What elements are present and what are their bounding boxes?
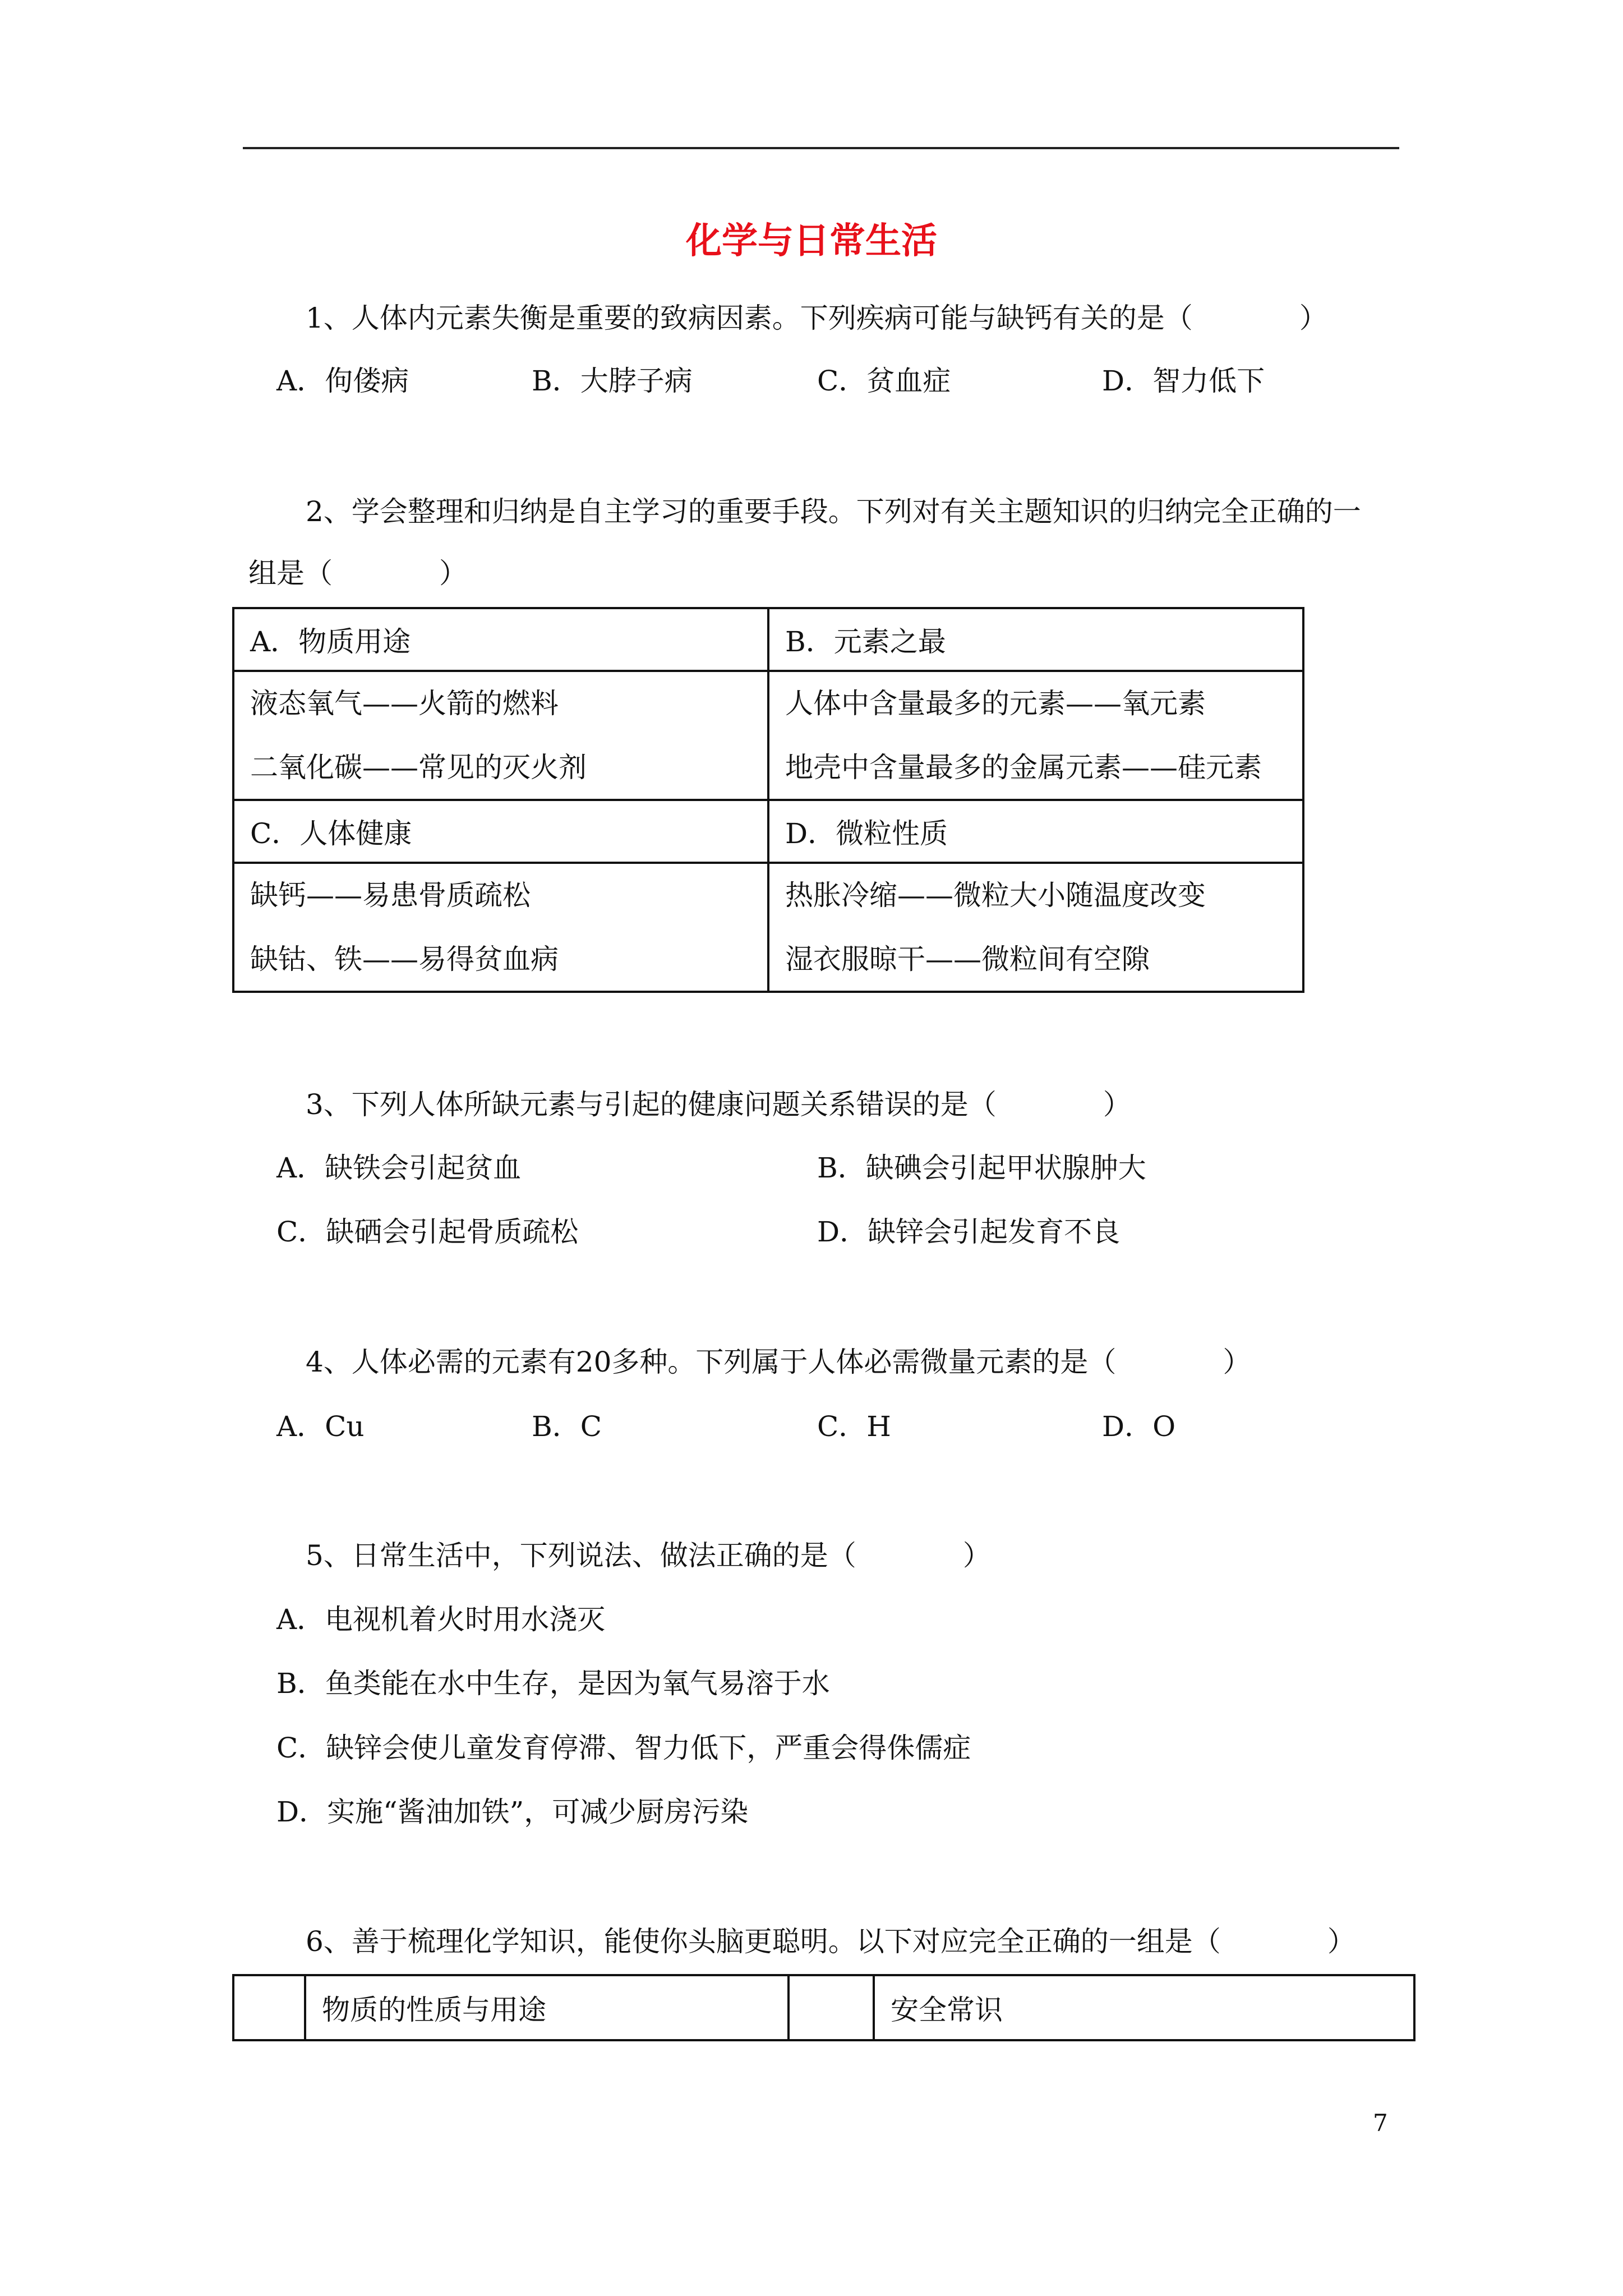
q2-b-line1: 人体中含量最多的元素——氧元素 — [785, 687, 1206, 720]
header-rule — [243, 147, 1399, 149]
q2-cell-a-body — [233, 671, 768, 800]
q4-option-c: C．H — [817, 1410, 891, 1443]
q5-option-d: D．实施“酱油加铁”，可减少厨房污染 — [276, 1796, 749, 1828]
q2-c-line2: 缺钴、铁——易得贫血病 — [250, 943, 559, 976]
q2-cell-b-head: B．元素之最 — [768, 608, 1303, 671]
q2-cell-b-body — [768, 671, 1303, 800]
q6-stem: 6、善于梳理化学知识，能使你头脑更聪明。以下对应完全正确的一组是（ ） — [306, 1925, 1355, 1958]
q2-c-line1: 缺钙——易患骨质疏松 — [250, 879, 531, 912]
q2-cell-d-head: D．微粒性质 — [768, 800, 1303, 863]
q2-cell-d-body — [768, 863, 1303, 992]
q1-stem: 1、人体内元素失衡是重要的致病因素。下列疾病可能与缺钙有关的是（ ） — [306, 302, 1327, 334]
q2-d-line1: 热胀冷缩——微粒大小随温度改变 — [785, 879, 1206, 912]
q2-cell-c-head: C．人体健康 — [233, 800, 768, 863]
q3-option-b: B．缺碘会引起甲状腺肿大 — [817, 1152, 1146, 1184]
q2-cell-a-head: A．物质用途 — [233, 608, 768, 671]
q1-option-d: D．智力低下 — [1102, 365, 1265, 397]
q5-option-c: C．缺锌会使儿童发育停滞、智力低下，严重会得侏儒症 — [276, 1732, 971, 1764]
q3-option-a: A．缺铁会引起贫血 — [276, 1152, 522, 1184]
q3-option-d: D．缺锌会引起发育不良 — [817, 1216, 1121, 1248]
page-title: 化学与日常生活 — [686, 220, 937, 262]
q2-d-line2: 湿衣服晾干——微粒间有空隙 — [785, 943, 1150, 976]
q2-a-line2: 二氧化碳——常见的灭火剂 — [250, 751, 587, 784]
page-number: 7 — [1373, 2109, 1388, 2137]
q5-option-a: A．电视机着火时用水浇灭 — [276, 1603, 606, 1636]
q6-cell-4: 安全常识 — [874, 1975, 1414, 2040]
q2-table — [232, 607, 1304, 993]
q4-option-b: B．C — [532, 1410, 602, 1443]
q1-option-a: A．佝偻病 — [276, 365, 409, 397]
q2-a-line1: 液态氧气——火箭的燃料 — [250, 687, 559, 720]
q2-stem-line1: 2、学会整理和归纳是自主学习的重要手段。下列对有关主题知识的归纳完全正确的一 — [306, 495, 1361, 528]
q6-cell-3 — [789, 1975, 874, 2040]
q2-cell-c-body — [233, 863, 768, 992]
q4-option-a: A．Cu — [276, 1410, 365, 1443]
q2-stem-line2: 组是（ ） — [248, 557, 467, 590]
q6-table — [232, 1974, 1415, 2041]
q6-cell-1 — [233, 1975, 305, 2040]
q5-option-b: B．鱼类能在水中生存，是因为氧气易溶于水 — [276, 1667, 830, 1700]
q2-b-line2: 地壳中含量最多的金属元素——硅元素 — [785, 751, 1262, 784]
q4-stem: 4、人体必需的元素有20多种。下列属于人体必需微量元素的是（ ） — [306, 1346, 1251, 1378]
q3-stem: 3、下列人体所缺元素与引起的健康问题关系错误的是（ ） — [306, 1088, 1131, 1121]
q4-option-d: D．O — [1102, 1410, 1176, 1443]
q3-option-c: C．缺硒会引起骨质疏松 — [276, 1216, 579, 1248]
q6-cell-2: 物质的性质与用途 — [305, 1975, 789, 2040]
q1-option-c: C．贫血症 — [817, 365, 951, 397]
q1-option-b: B．大脖子病 — [532, 365, 693, 397]
q5-stem: 5、日常生活中，下列说法、做法正确的是（ ） — [306, 1539, 991, 1572]
